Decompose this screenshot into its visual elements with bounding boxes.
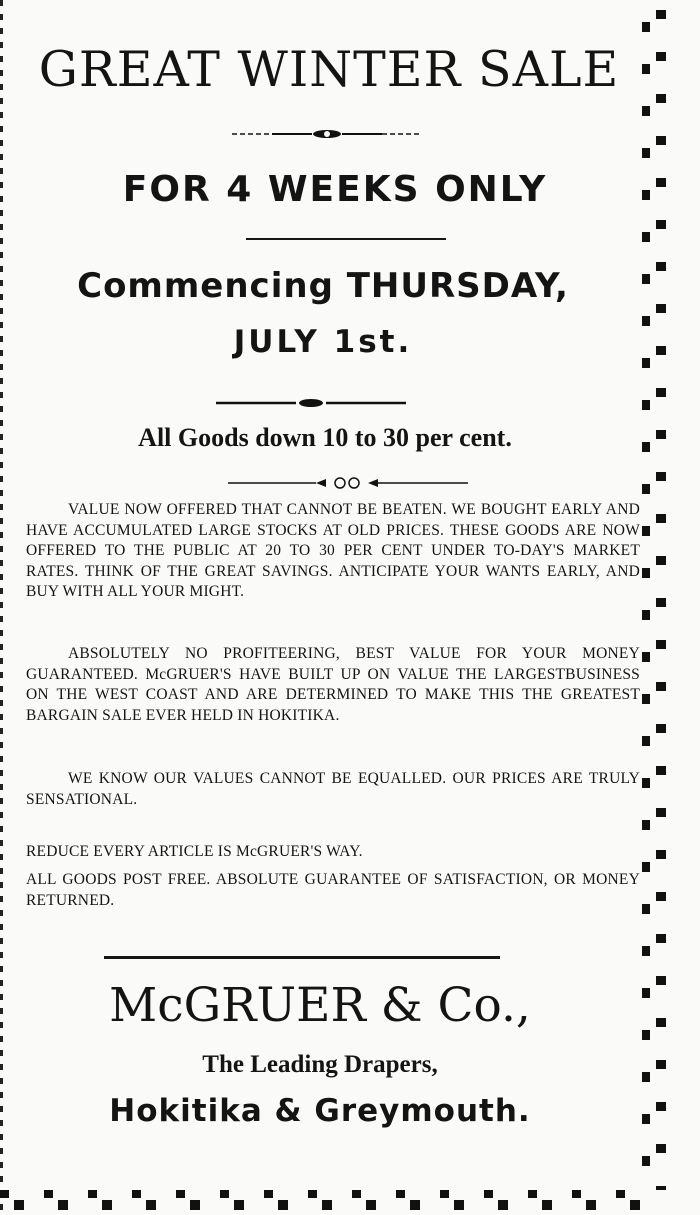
duration-line: FOR 4 WEEKS ONLY [122, 169, 548, 210]
body-paragraph-5: ALL GOODS POST FREE. ABSOLUTE GUARANTEE OF SATISFACTION, OR MONEY RETURNED. [26, 871, 640, 909]
start-line-1: Commencing THURSDAY, [77, 266, 569, 306]
body-paragraph-4: REDUCE EVERY ARTICLE IS McGRUER'S WAY. [26, 843, 363, 860]
divider-rule-1 [246, 238, 446, 240]
body-paragraph-3: WE KNOW OUR VALUES CANNOT BE EQUALLED. OUR PRICES ARE TRULY SENSATIONAL. [26, 770, 640, 808]
body-paragraph-1: VALUE NOW OFFERED THAT CANNOT BE BEATEN. WE BOUGHT EARLY AND HAVE ACCUMULATED LARGE STOCKS AT OLD PRICES. THESE GOODS ARE NOW OFFERED TO THE PUBLIC AT 20 TO 30 PER CENT UNDER TO-DAY'S MARKET RATES. THINK OF THE GREAT SAVINGS. ANTICIPATE YOUR WANTS EARLY, AND BUY WITH ALL YOUR MIGHT. [26, 501, 640, 600]
body-paragraph-2: ABSOLUTELY NO PROFITEERING, BEST VALUE FOR YOUR MONEY GUARANTEED. McGRUER'S HAVE BUILT UP ON VALUE THE LARGESTBUSINESS ON THE WEST COAST AND ARE DETERMINED TO MAKE THIS THE GREATEST BARGAIN SALE EVER HELD IN HOKITIKA. [26, 645, 640, 724]
discount-line: All Goods down 10 to 30 per cent. [138, 423, 512, 452]
store-tagline: The Leading Drapers, [202, 1051, 438, 1078]
left-border [0, 0, 3, 1215]
ornament-divider-3 [228, 476, 468, 490]
ornament-divider-2 [216, 396, 406, 410]
start-line-2: JULY 1st. [233, 324, 413, 360]
divider-rule-2 [104, 956, 500, 959]
store-locations: Hokitika & Greymouth. [109, 1093, 531, 1129]
headline: GREAT WINTER SALE [38, 41, 620, 98]
bottom-ornamental-border [0, 1186, 660, 1210]
ornament-divider-1 [232, 126, 422, 142]
store-name: McGRUER & Co., [109, 978, 531, 1033]
